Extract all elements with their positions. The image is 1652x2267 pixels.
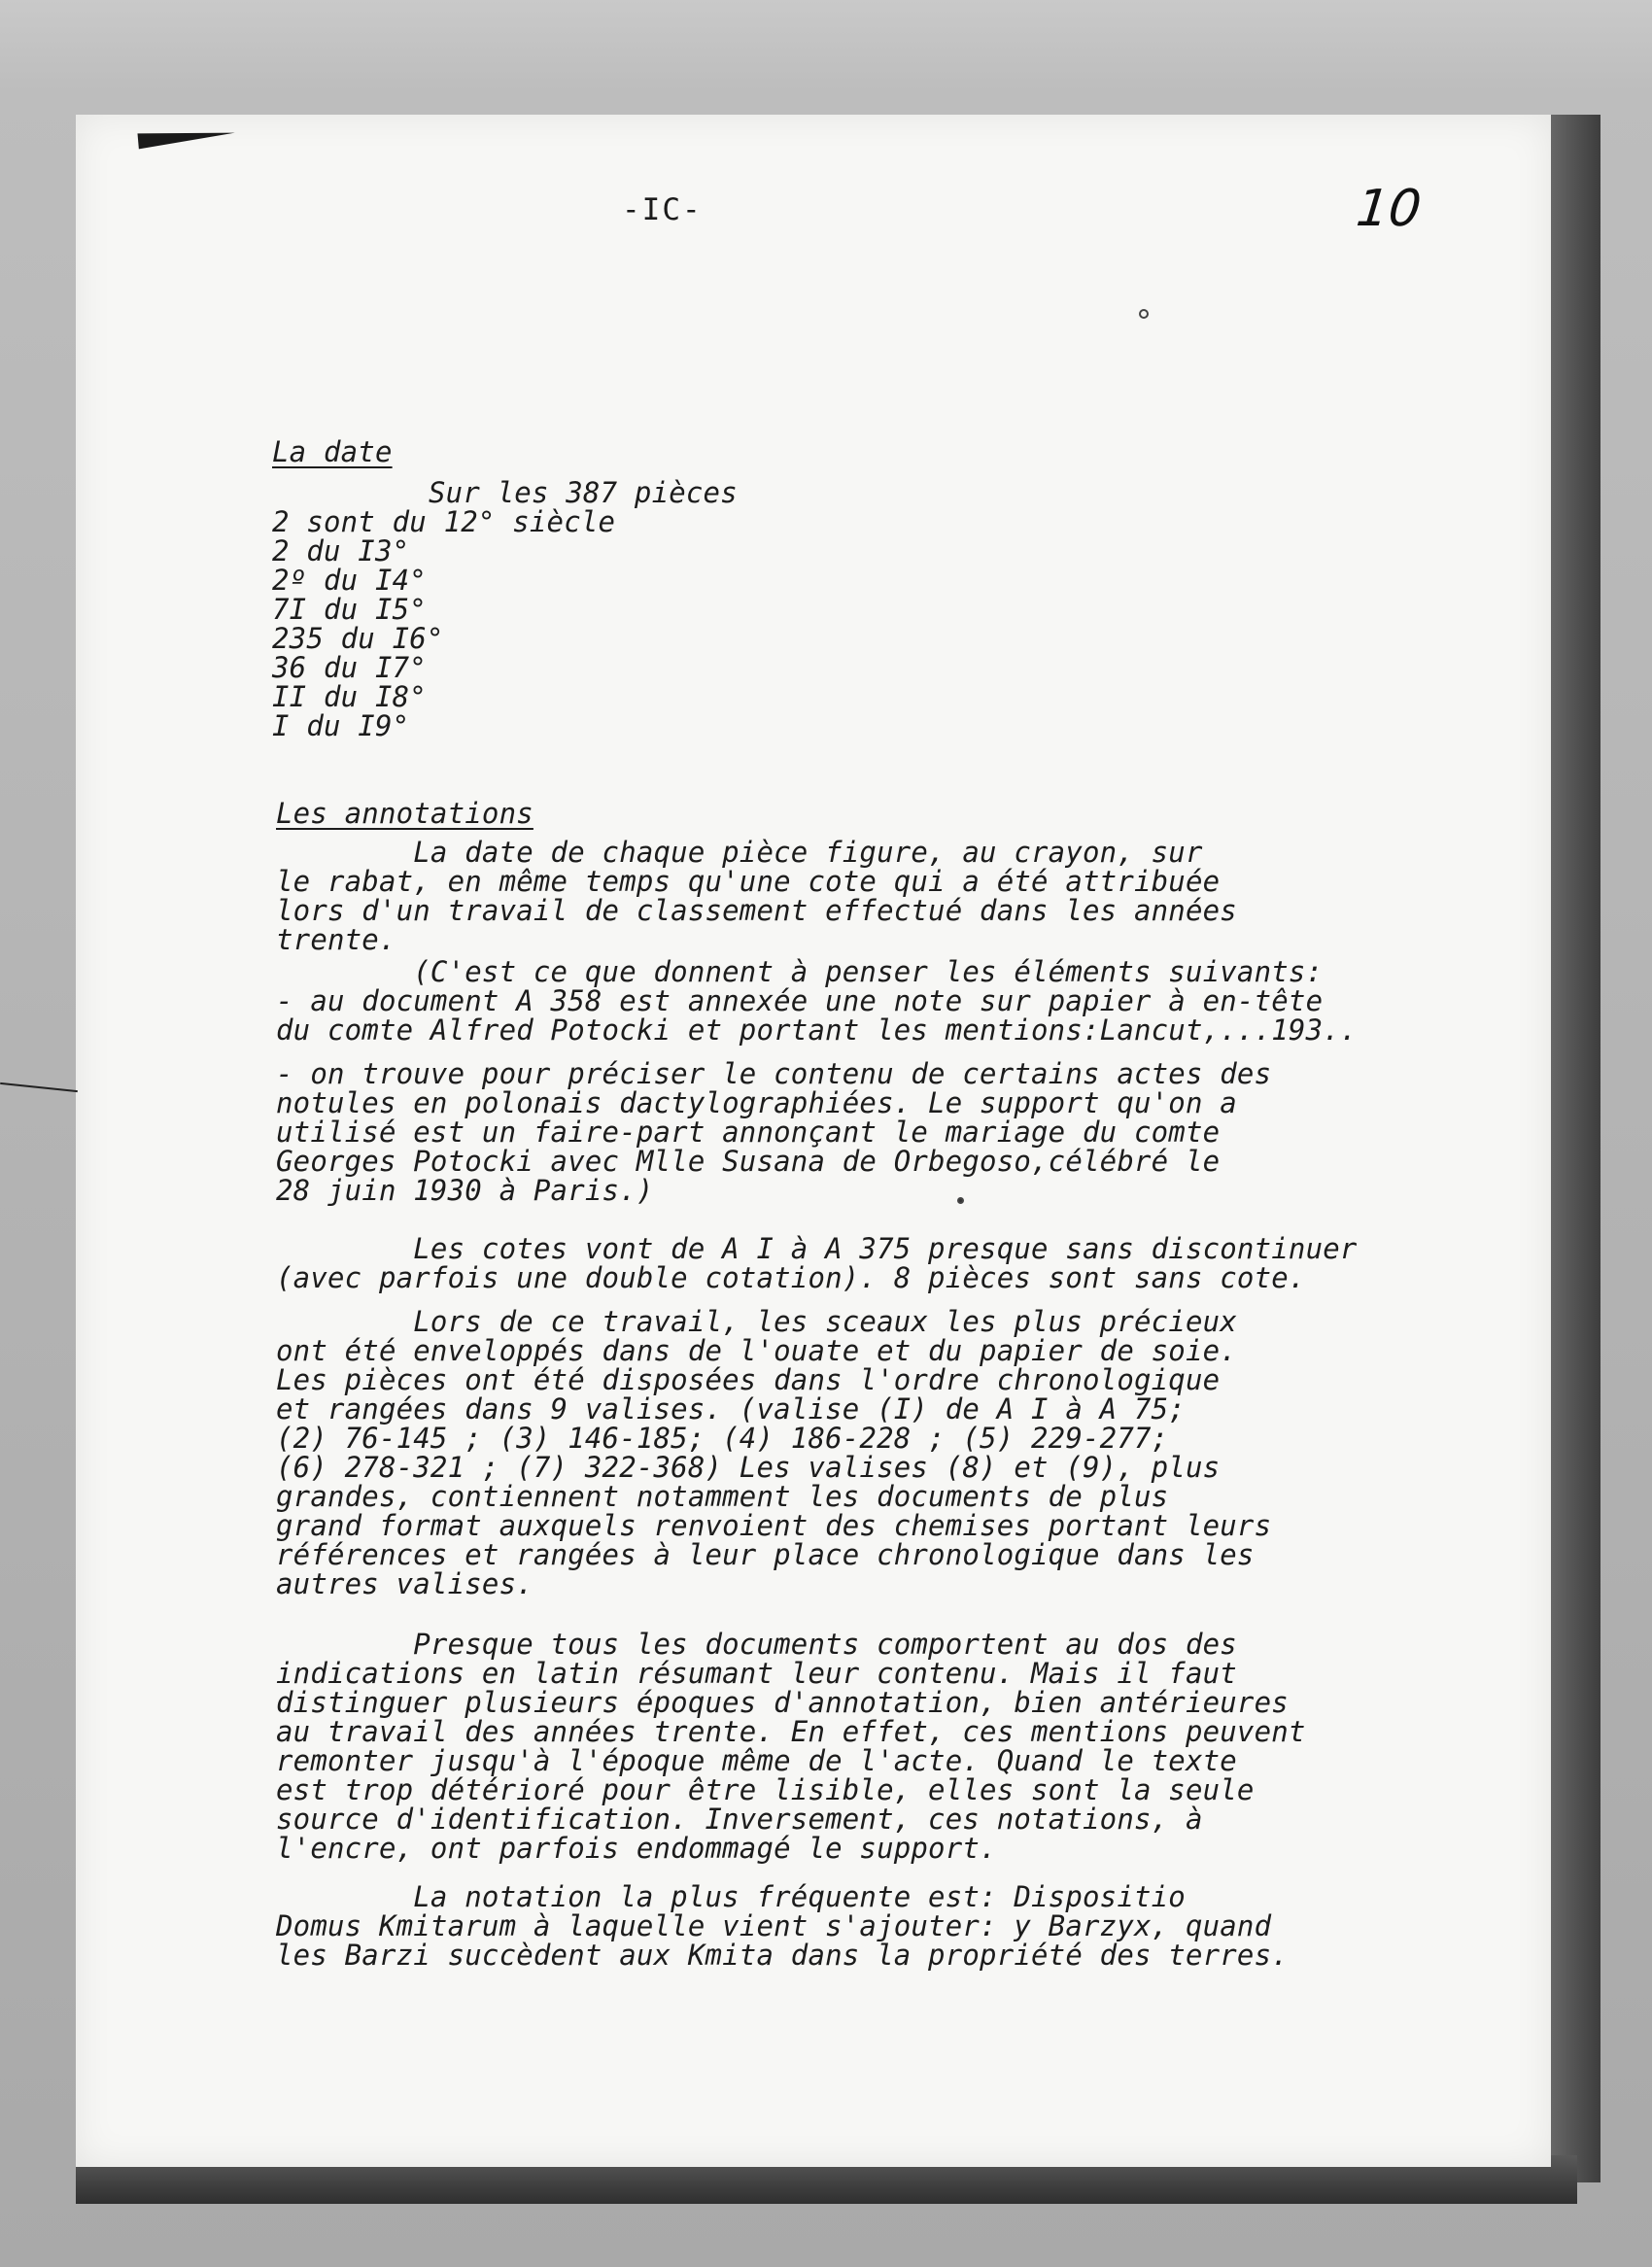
annotation-line: au travail des années trente. En effet, ces mentions peuvent bbox=[276, 1715, 1306, 1748]
annotation-line: - au document A 358 est annexée une note sur papier à en-tête bbox=[276, 984, 1324, 1017]
folio-number: 10 bbox=[1353, 180, 1425, 238]
date-item: 7I du I5° bbox=[272, 593, 427, 626]
annotation-line: Les cotes vont de A I à A 375 presque sans discontinuer bbox=[276, 1232, 1358, 1265]
annotation-line: Domus Kmitarum à laquelle vient s'ajouter: y Barzyx, quand bbox=[276, 1909, 1272, 1942]
date-item: 2 du I3° bbox=[272, 534, 410, 567]
annotation-line: grandes, contiennent notamment les documents de plus bbox=[276, 1480, 1169, 1513]
annotation-line: est trop détérioré pour être lisible, elles sont la seule bbox=[276, 1773, 1255, 1806]
section-heading-annotations: Les annotations bbox=[276, 797, 533, 830]
annotation-line: - on trouve pour préciser le contenu de certains actes des bbox=[276, 1057, 1272, 1090]
annotation-line: (6) 278-321 ; (7) 322-368) Les valises (8) et (9), plus bbox=[276, 1451, 1221, 1484]
annotation-line: indications en latin résumant leur contenu. Mais il faut bbox=[276, 1657, 1237, 1690]
annotation-line: références et rangées à leur place chronologique dans les bbox=[276, 1538, 1255, 1571]
ink-speck-icon bbox=[1139, 309, 1149, 319]
date-item: II du I8° bbox=[272, 680, 427, 713]
annotation-line: grand format auxquels renvoient des chemises portant leurs bbox=[276, 1509, 1272, 1542]
annotation-line: lors d'un travail de classement effectué dans les années bbox=[276, 894, 1237, 927]
annotation-line: distinguer plusieurs époques d'annotation, bien antérieures bbox=[276, 1686, 1289, 1719]
annotation-line: (avec parfois une double cotation). 8 pièces sont sans cote. bbox=[276, 1261, 1306, 1294]
annotation-line: (C'est ce que donnent à penser les éléments suivants: bbox=[276, 955, 1324, 988]
annotation-line: Presque tous les documents comportent au dos des bbox=[276, 1628, 1237, 1661]
annotation-line: les Barzi succèdent aux Kmita dans la propriété des terres. bbox=[276, 1939, 1289, 1972]
annotation-line: utilisé est un faire-part annonçant le mariage du comte bbox=[276, 1116, 1221, 1149]
date-item: 2º du I4° bbox=[272, 564, 427, 597]
annotation-line: autres valises. bbox=[276, 1567, 533, 1600]
annotation-line: remonter jusqu'à l'époque même de l'acte. Quand le texte bbox=[276, 1744, 1237, 1777]
ink-dot-icon bbox=[957, 1197, 964, 1204]
date-item: 36 du I7° bbox=[272, 651, 427, 684]
annotation-line: La date de chaque pièce figure, au crayon, sur bbox=[276, 836, 1203, 869]
date-item: I du I9° bbox=[272, 709, 410, 742]
annotation-line: ont été enveloppés dans de l'ouate et du papier de soie. bbox=[276, 1334, 1237, 1367]
annotation-line: du comte Alfred Potocki et portant les mentions:Lancut,...193.. bbox=[276, 1013, 1358, 1047]
annotation-line: 28 juin 1930 à Paris.) bbox=[276, 1174, 654, 1207]
page-shadow-right bbox=[1547, 115, 1600, 2182]
date-item: 2 sont du 12° siècle bbox=[272, 505, 616, 538]
annotation-line: (2) 76-145 ; (3) 146-185; (4) 186-228 ; (5) 229-277; bbox=[276, 1422, 1169, 1455]
annotation-line: et rangées dans 9 valises. (valise (I) de A I à A 75; bbox=[276, 1392, 1186, 1425]
page-number: -IC- bbox=[622, 192, 703, 227]
annotation-line: source d'identification. Inversement, ces notations, à bbox=[276, 1803, 1203, 1836]
annotation-line: l'encre, ont parfois endommagé le support. bbox=[276, 1832, 997, 1865]
annotation-line: Les pièces ont été disposées dans l'ordre chronologique bbox=[276, 1363, 1221, 1396]
annotation-line: Lors de ce travail, les sceaux les plus précieux bbox=[276, 1305, 1237, 1338]
date-intro: Sur les 387 pièces bbox=[429, 476, 738, 509]
annotation-line: le rabat, en même temps qu'une cote qui a été attribuée bbox=[276, 865, 1221, 898]
date-item: 235 du I6° bbox=[272, 622, 444, 655]
annotation-line: Georges Potocki avec Mlle Susana de Orbegoso,célébré le bbox=[276, 1145, 1221, 1178]
annotation-line: trente. bbox=[276, 923, 396, 956]
annotation-line: notules en polonais dactylographiées. Le support qu'on a bbox=[276, 1086, 1237, 1119]
section-heading-date: La date bbox=[272, 435, 393, 468]
annotation-line: La notation la plus fréquente est: Dispositio bbox=[276, 1880, 1186, 1913]
